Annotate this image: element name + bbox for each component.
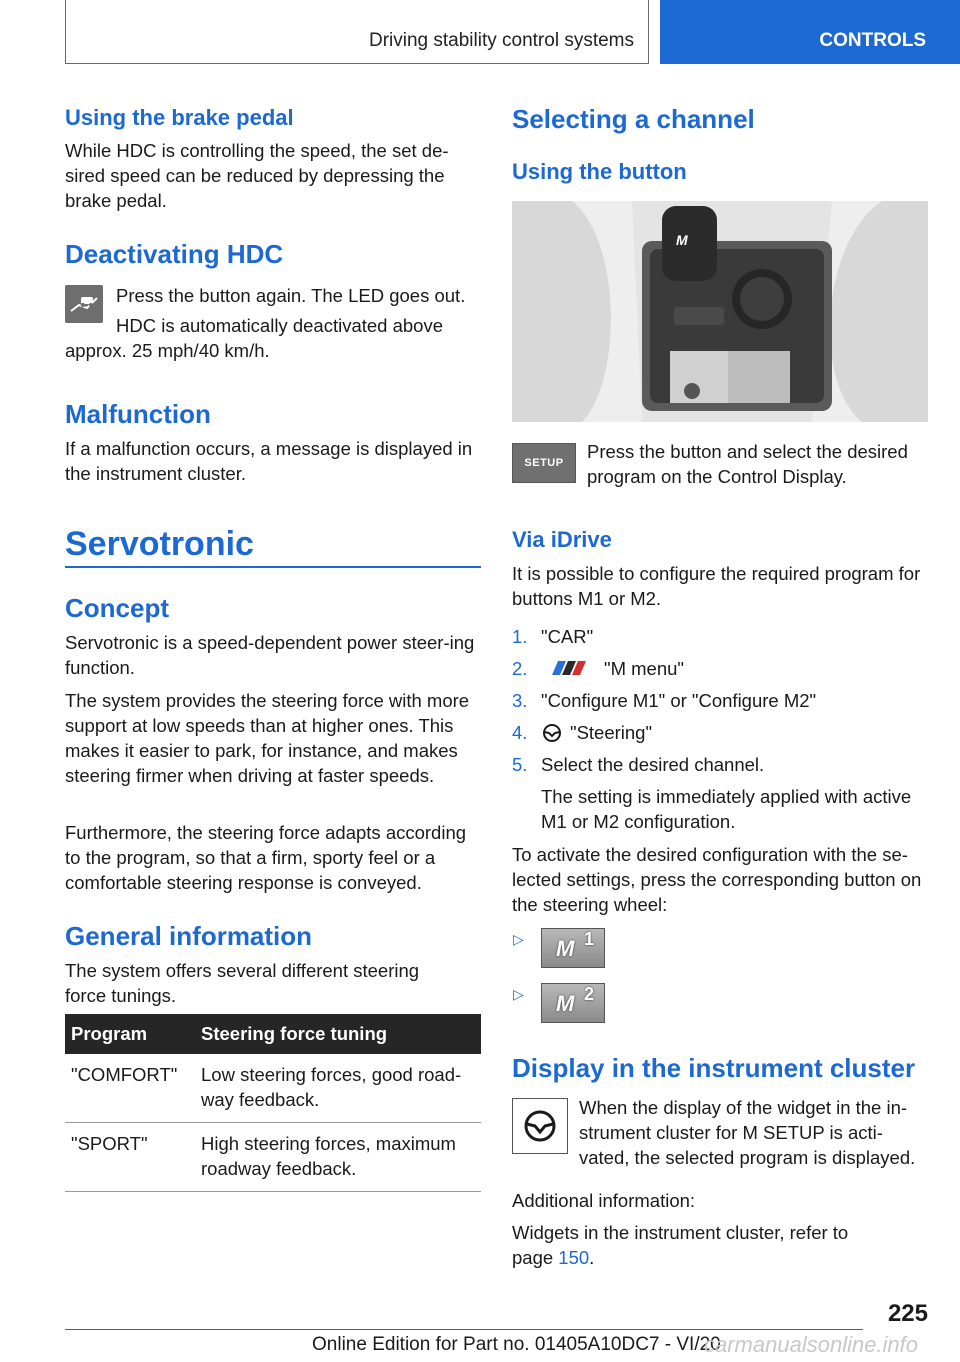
display-text: When the display of the widget in the in-strument cluster for M SETUP is acti-vated, the selected program is displayed. (579, 1097, 916, 1168)
page-reference (512, 1245, 594, 1270)
activate-text: To activate the desired configuration with the se-lected settings, press the corresponding button on the steering wheel: (512, 844, 922, 915)
center-console-photo (512, 201, 928, 422)
steering-wheel-icon (542, 723, 562, 748)
program-table (65, 1014, 481, 1192)
page-number: 225 (887, 1300, 928, 1327)
brake-heading: Using the brake pedal (65, 105, 294, 130)
m1-button-icon (541, 928, 605, 968)
step-number: 2. (512, 658, 528, 679)
malfunction-heading: Malfunction (65, 399, 211, 429)
table-cell-tuning: High steering forces, maximum roadway feedback. (195, 1123, 481, 1192)
bullet-triangle-icon: ▷ (513, 931, 524, 947)
step-text: "M menu" (604, 658, 684, 679)
brake-text: While HDC is controlling the speed, the set de-sired speed can be reduced by depressing the brake pedal. (65, 140, 449, 211)
table-row (65, 1054, 481, 1123)
setup-button-icon: SETUP (512, 443, 576, 483)
deactivate-heading: Deactivating HDC (65, 239, 284, 269)
page-header (0, 0, 960, 66)
selecting-heading: Selecting a channel (512, 104, 755, 134)
step-number: 4. (512, 722, 528, 743)
watermark: carmanualsonline.info (704, 1332, 919, 1357)
m1-number: 1 (584, 929, 595, 949)
deactivate-line2: HDC is automatically deactivated above approx. 25 mph/40 km/h. (65, 315, 443, 361)
edition-text: Online Edition for Part no. 01405A10DC7 - VI/20 (312, 1334, 721, 1355)
bullet-triangle-icon: ▷ (513, 986, 524, 1002)
m2-number: 2 (584, 984, 595, 1004)
malfunction-text: If a malfunction occurs, a message is displayed in the instrument cluster. (65, 438, 473, 484)
idrive-heading: Via iDrive (512, 527, 612, 552)
concept-p3: Furthermore, the steering force adapts according to the program, so that a firm, sporty feel or a comfortable steering response is conveyed. (65, 822, 467, 893)
page-prefix: page (512, 1247, 554, 1268)
deactivate-line1: Press the button again. The LED goes out. (116, 285, 466, 306)
step-text: "CAR" (541, 626, 594, 647)
step-number: 3. (512, 690, 528, 711)
m2-button-icon (541, 983, 605, 1023)
concept-heading: Concept (65, 593, 169, 623)
m1-letter: M (556, 936, 575, 961)
general-heading: General information (65, 921, 313, 951)
step-text: Select the desired channel. (541, 754, 765, 775)
footer-rule (65, 1329, 863, 1330)
table-cell-tuning: Low steering forces, good road-way feedback. (195, 1054, 481, 1123)
widgets-text: Widgets in the instrument cluster, refer to (512, 1222, 849, 1243)
servotronic-heading: Servotronic (65, 525, 254, 563)
section-title: Driving stability control systems (368, 30, 634, 51)
step-text: "Steering" (570, 722, 653, 743)
step5-note: The setting is immediately applied with active M1 or M2 configuration. (541, 786, 912, 832)
servotronic-rule (65, 566, 481, 568)
table-header-row (65, 1014, 481, 1054)
m-logo-icon (544, 660, 594, 681)
m2-letter: M (556, 991, 575, 1016)
chapter-title: CONTROLS (819, 30, 926, 51)
idrive-text: It is possible to configure the required program for buttons M1 or M2. (512, 563, 921, 609)
general-text: The system offers several different steering force tunings. (65, 960, 420, 1006)
table-cell-program: "COMFORT" (65, 1054, 195, 1123)
section-tab (65, 0, 649, 64)
chapter-tab (660, 0, 960, 64)
display-heading: Display in the instrument cluster (512, 1053, 916, 1083)
table-cell-program: "SPORT" (65, 1123, 195, 1192)
concept-p2: The system provides the steering force with more support at low speeds than at higher ones. This makes it easier to park, for instance, and makes steering firmer when driving at faster speeds. (65, 690, 470, 786)
page-suffix: . (589, 1247, 595, 1268)
additional-info: Additional information: (512, 1190, 696, 1211)
svg-text:M: M (676, 232, 688, 248)
setup-text: Press the button and select the desired program on the Control Display. (587, 441, 908, 487)
page-link[interactable]: 150 (558, 1247, 590, 1268)
table-header-program: Program (65, 1014, 195, 1054)
step-number: 1. (512, 626, 528, 647)
concept-p1: Servotronic is a speed-dependent power steer-ing function. (65, 632, 475, 678)
table-header-tuning: Steering force tuning (195, 1014, 481, 1054)
table-row (65, 1123, 481, 1192)
step-text: "Configure M1" or "Configure M2" (541, 690, 817, 711)
steering-widget-icon (512, 1098, 568, 1154)
button-heading: Using the button (512, 159, 687, 184)
step-number: 5. (512, 754, 528, 775)
